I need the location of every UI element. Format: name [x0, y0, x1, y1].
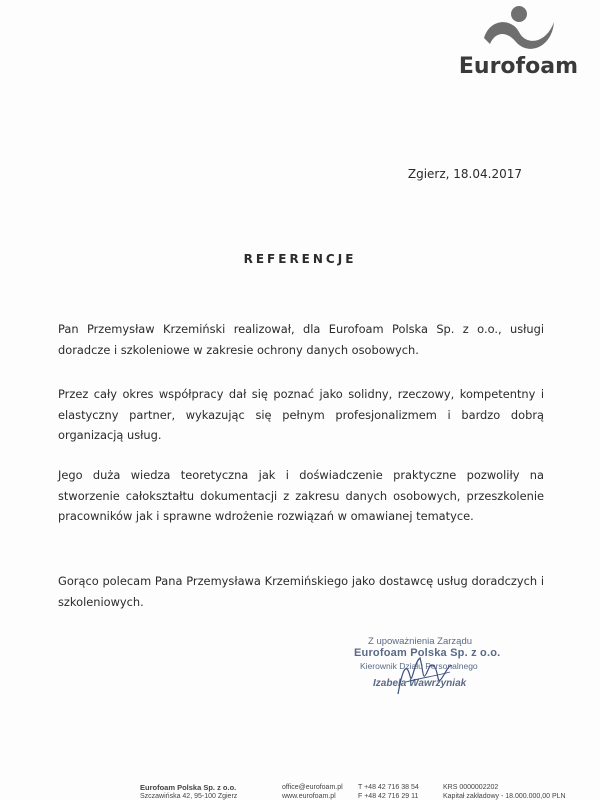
paragraph-2: Przez cały okres współpracy dał się poznać jako solidny, rzeczowy, kompetentny i elastyczny partner, wykazując się pełnym profesjonalizmem i bardzo dobrą organizacją usług. [58, 387, 544, 443]
footer-address: Szczawińska 42, 95-100 Zgierz [140, 793, 238, 800]
stamp-authorization: Z upoważnienia Zarządu [368, 636, 473, 647]
footer-website: www.eurofoam.pl [282, 793, 336, 800]
eurofoam-swoosh-icon [482, 4, 556, 54]
footer-phone-block [358, 783, 419, 801]
footer-registry-block [443, 783, 566, 801]
paragraph-4: Gorąco polecam Pana Przemysława Krzemińskiego jako dostawcę usług doradczych i szkoleniowych. [58, 574, 544, 609]
footer-capital: Kapitał zakładowy - 18.000.000,00 PLN [443, 793, 566, 800]
footer-krs: KRS 0000002202 [443, 784, 499, 791]
logo-wordmark: Eurofoam [458, 54, 578, 79]
signature-stamp [340, 632, 520, 704]
handwritten-signature [340, 632, 520, 704]
footer-company: Eurofoam Polska Sp. z o.o. [140, 783, 237, 792]
footer-email: office@eurofoam.pl [282, 784, 343, 791]
footer-contact-block [282, 783, 343, 801]
footer-fax: F +48 42 716 29 11 [358, 793, 419, 800]
letter-footer [0, 780, 600, 800]
paragraph-3: Jego duża wiedza teoretyczna jak i doświadczenie praktyczne pozwoliły na stworzenie całokształtu dokumentacji z zakresu danych osobowych, przeszkolenie pracowników jak i sprawne wdrożenie rozwiązań w omawianej tematyce. [58, 468, 544, 524]
letter-title: REFERENCJE [243, 252, 357, 266]
footer-company-block [140, 783, 237, 801]
eurofoam-logo [448, 4, 578, 80]
stamp-company: Eurofoam Polska Sp. z o.o. [354, 647, 501, 659]
footer-phone: T +48 42 716 38 54 [358, 784, 419, 791]
stamp-signatory-name: Izabela Wawrzyniak [373, 678, 467, 689]
paragraph-1: Pan Przemysław Krzemiński realizował, dla Eurofoam Polska Sp. z o.o., usługi doradcze i szkoleniowe w zakresie ochrony danych osobowych. [58, 322, 544, 357]
letter-date: Zgierz, 18.04.2017 [407, 167, 522, 181]
stamp-position: Kierownik Działu Personalnego [360, 661, 478, 671]
